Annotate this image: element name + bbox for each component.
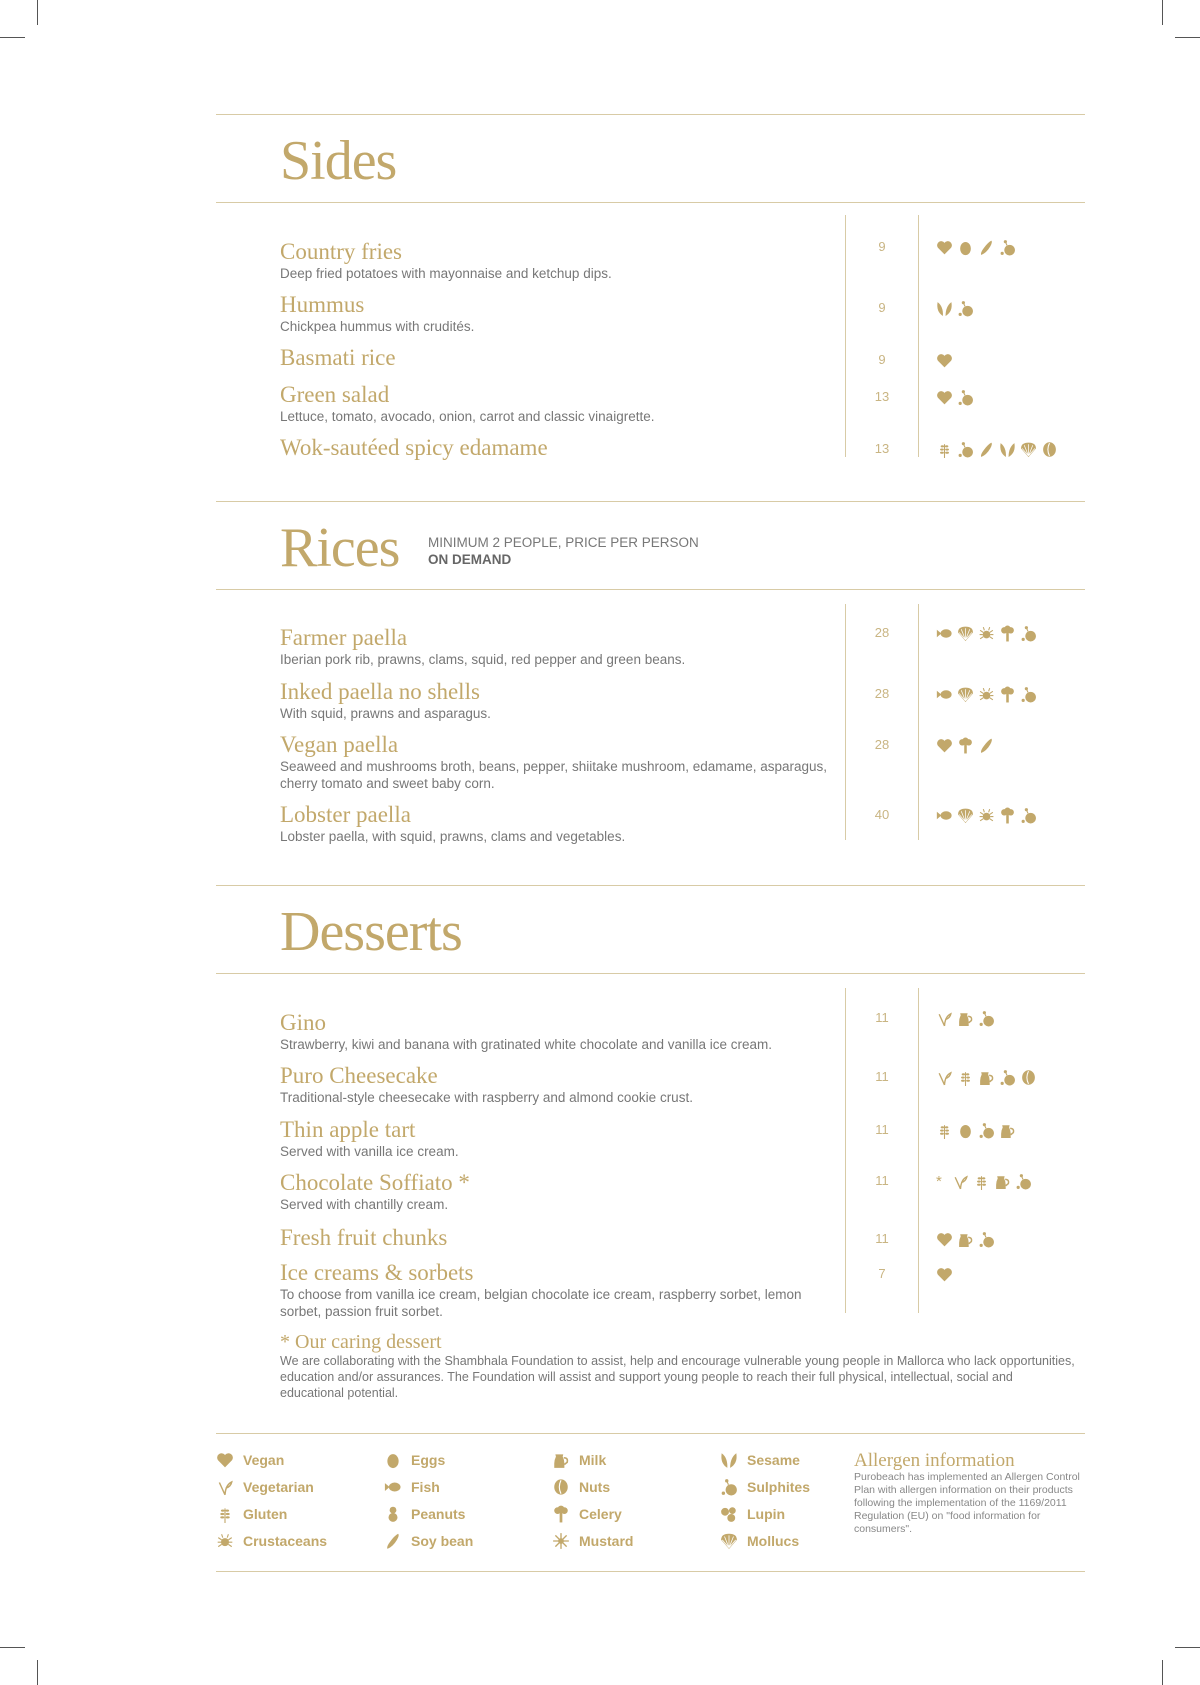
nuts-icon [1020, 1069, 1037, 1086]
legend-label: Milk [579, 1452, 607, 1468]
divider [216, 202, 1085, 203]
legend-label: Vegetarian [243, 1479, 314, 1495]
allergen-icons [936, 239, 1016, 256]
legend-item-vegetarian [216, 1478, 327, 1496]
caring-text: We are collaborating with the Shambhala Foundation to assist, help and encourage vulnerable young people in Mallorca who lack opportunities, education and/or assurances. The Foundation will assist and support young people to reach their full physical, intellectual, social and educational potential. [280, 1354, 1075, 1400]
vegan-icon [936, 239, 953, 256]
eggs-icon [957, 1122, 974, 1139]
mollucs-icon [957, 807, 974, 824]
item-name: Basmati rice [280, 345, 396, 370]
item-name: Thin apple tart [280, 1117, 416, 1142]
eggs-icon [957, 239, 974, 256]
sesame-icon [720, 1451, 738, 1469]
caring-dessert-note [280, 1332, 1080, 1401]
fish-icon [936, 807, 953, 824]
column-divider [918, 988, 919, 1313]
legend-label: Nuts [579, 1479, 611, 1495]
legend-column [720, 1451, 810, 1550]
sesame-icon [936, 300, 953, 317]
soy-icon [978, 441, 995, 458]
caring-asterisk-icon: * [936, 1173, 942, 1190]
soy-icon [384, 1532, 402, 1550]
legend-label: Sesame [747, 1452, 800, 1468]
item-description: Seaweed and mushrooms broth, beans, pepper, shiitake mushroom, edamame, asparagus, cherry tomato and sweet baby corn. [280, 759, 828, 791]
crustaceans-icon [978, 807, 995, 824]
item-description: Strawberry, kiwi and banana with gratinated white chocolate and vanilla ice cream. [280, 1037, 773, 1052]
caring-title: * Our caring dessert [280, 1331, 442, 1353]
divider [216, 114, 1085, 115]
item-description: With squid, prawns and asparagus. [280, 706, 491, 721]
item-name: Fresh fruit chunks [280, 1225, 448, 1250]
menu-item [280, 733, 840, 792]
milk-icon [978, 1069, 995, 1086]
sulphites-icon [978, 1231, 995, 1248]
rices-subtitle-text: MINIMUM 2 PEOPLE, PRICE PER PERSON [428, 535, 699, 550]
item-name: Farmer paella [280, 625, 408, 650]
vegetarian-icon [216, 1478, 234, 1496]
sulphites-icon [1020, 686, 1037, 703]
crop-mark [37, 0, 38, 25]
legend-item-nuts [552, 1478, 633, 1496]
divider [216, 1571, 1085, 1572]
item-price: 40 [874, 807, 890, 822]
item-name: Puro Cheesecake [280, 1063, 438, 1088]
mollucs-icon [1020, 441, 1037, 458]
allergen-icons [936, 389, 974, 406]
soy-icon [978, 737, 995, 754]
celery-icon [999, 686, 1016, 703]
crop-mark [0, 1647, 25, 1648]
legend-item-sulphites [720, 1478, 810, 1496]
menu-item [280, 240, 840, 282]
vegan-icon [216, 1451, 234, 1469]
legend-item-gluten [216, 1505, 327, 1523]
item-price: 9 [878, 352, 886, 367]
allergen-icons [936, 1122, 1016, 1139]
sulphites-icon [957, 389, 974, 406]
item-price: 11 [875, 1010, 889, 1025]
item-name: Lobster paella [280, 802, 411, 827]
fish-icon [936, 625, 953, 642]
column-divider [918, 604, 919, 840]
crustaceans-icon [978, 625, 995, 642]
legend-item-crustaceans [216, 1532, 327, 1550]
fish-icon [384, 1478, 402, 1496]
crop-mark [1175, 1647, 1200, 1648]
mollucs-icon [957, 625, 974, 642]
legend-label: Fish [411, 1479, 440, 1495]
menu-item [280, 1226, 840, 1250]
gluten-icon [216, 1505, 234, 1523]
gluten-icon [936, 1122, 953, 1139]
allergen-icons [936, 807, 1037, 824]
allergen-icons [936, 737, 995, 754]
column-divider [918, 215, 919, 457]
menu-item [280, 1011, 840, 1053]
menu-item [280, 1064, 840, 1106]
rices-subtitle-bold: ON DEMAND [428, 552, 512, 567]
crustaceans-icon [978, 686, 995, 703]
allergen-icons [936, 300, 974, 317]
vegetarian-icon [952, 1173, 969, 1190]
item-name: Country fries [280, 239, 403, 264]
celery-icon [552, 1505, 570, 1523]
item-name: Chocolate Soffiato * [280, 1170, 470, 1195]
item-description: Lobster paella, with squid, prawns, clams and vegetables. [280, 829, 626, 844]
nuts-icon [1041, 441, 1058, 458]
legend-item-milk [552, 1451, 633, 1469]
legend-item-mollucs [720, 1532, 810, 1550]
menu-item [280, 383, 840, 425]
legend-label: Lupin [747, 1506, 786, 1522]
mustard-icon [552, 1532, 570, 1550]
fish-icon [936, 686, 953, 703]
item-name: Inked paella no shells [280, 679, 480, 704]
item-name: Hummus [280, 292, 365, 317]
divider [216, 973, 1085, 974]
sulphites-icon [720, 1478, 738, 1496]
crop-mark [37, 1660, 38, 1685]
celery-icon [999, 807, 1016, 824]
allergen-icons [936, 1173, 1032, 1190]
legend-column [552, 1451, 633, 1550]
allergen-information [854, 1451, 1084, 1536]
menu-item [280, 1171, 840, 1213]
item-description: To choose from vanilla ice cream, belgian chocolate ice cream, raspberry sorbet, lemon sorbet, passion fruit sorbet. [280, 1287, 802, 1319]
legend-label: Vegan [243, 1452, 285, 1468]
item-description: Served with chantilly cream. [280, 1197, 449, 1212]
sulphites-icon [978, 1122, 995, 1139]
legend-column [384, 1451, 473, 1550]
legend-label: Crustaceans [243, 1533, 328, 1549]
milk-icon [994, 1173, 1011, 1190]
menu-item [280, 803, 840, 845]
section-title-rices: Rices [280, 517, 400, 579]
legend-label: Eggs [411, 1452, 446, 1468]
item-description: Lettuce, tomato, avocado, onion, carrot and classic vinaigrette. [280, 409, 655, 424]
item-description: Deep fried potatoes with mayonnaise and ketchup dips. [280, 266, 612, 281]
divider [216, 1433, 1085, 1434]
menu-item [280, 436, 840, 460]
allergen-icons [936, 1069, 1037, 1086]
sulphites-icon [999, 1069, 1016, 1086]
item-name: Gino [280, 1010, 326, 1035]
legend-label: Celery [579, 1506, 622, 1522]
sulphites-icon [957, 441, 974, 458]
item-description: Chickpea hummus with crudités. [280, 319, 475, 334]
vegan-icon [936, 389, 953, 406]
allergen-info-text: Purobeach has implemented an Allergen Control Plan with allergen information on their products following the implementation of the 1169/2011 Regulation (EU) on "food information for consumers". [854, 1471, 1080, 1535]
section-title-desserts: Desserts [280, 901, 462, 963]
legend-label: Mollucs [747, 1533, 800, 1549]
vegan-icon [936, 1266, 953, 1283]
legend-label: Gluten [243, 1506, 288, 1522]
vegetarian-icon [936, 1010, 953, 1027]
allergen-icons [936, 352, 953, 369]
milk-icon [552, 1451, 570, 1469]
crop-mark [1162, 1660, 1163, 1685]
item-price: 28 [874, 686, 890, 701]
celery-icon [999, 625, 1016, 642]
crop-mark [0, 37, 25, 38]
item-name: Wok-sautéed spicy edamame [280, 435, 548, 460]
vegan-icon [936, 737, 953, 754]
item-price: 13 [874, 389, 890, 404]
divider [216, 589, 1085, 590]
milk-icon [957, 1010, 974, 1027]
legend-label: Mustard [579, 1533, 634, 1549]
item-name: Green salad [280, 382, 390, 407]
legend-item-fish [384, 1478, 473, 1496]
allergen-icons [936, 1010, 995, 1027]
gluten-icon [957, 1069, 974, 1086]
divider [216, 501, 1085, 502]
celery-icon [957, 737, 974, 754]
item-price: 13 [874, 441, 890, 456]
sulphites-icon [1020, 807, 1037, 824]
crop-mark [1162, 0, 1163, 25]
legend-item-eggs [384, 1451, 473, 1469]
allergen-icons [936, 686, 1037, 703]
section-title-sides: Sides [280, 130, 397, 192]
sulphites-icon [957, 300, 974, 317]
menu-item [280, 293, 840, 335]
legend-item-vegan [216, 1451, 327, 1469]
legend-item-celery [552, 1505, 633, 1523]
menu-item [280, 680, 840, 722]
allergen-info-title: Allergen information [854, 1450, 1015, 1471]
allergen-icons [936, 1231, 995, 1248]
legend-item-lupin [720, 1505, 810, 1523]
item-price: 9 [878, 239, 886, 254]
column-divider [845, 604, 846, 840]
milk-icon [999, 1122, 1016, 1139]
item-description: Served with vanilla ice cream. [280, 1144, 459, 1159]
eggs-icon [384, 1451, 402, 1469]
sesame-icon [999, 441, 1016, 458]
nuts-icon [552, 1478, 570, 1496]
legend-item-peanuts [384, 1505, 473, 1523]
item-price: 28 [874, 737, 890, 752]
rices-subtitle [428, 534, 699, 568]
allergen-icons [936, 625, 1037, 642]
item-description: Traditional-style cheesecake with raspberry and almond cookie crust. [280, 1090, 693, 1105]
vegetarian-icon [936, 1069, 953, 1086]
item-price: 11 [875, 1122, 889, 1137]
item-price: 9 [878, 300, 886, 315]
vegan-icon [936, 1231, 953, 1248]
menu-item [280, 346, 840, 370]
item-price: 28 [874, 625, 890, 640]
legend-column [216, 1451, 327, 1550]
gluten-icon [936, 441, 953, 458]
gluten-icon [973, 1173, 990, 1190]
peanuts-icon [384, 1505, 402, 1523]
item-price: 11 [875, 1069, 889, 1084]
column-divider [845, 988, 846, 1313]
sulphites-icon [978, 1010, 995, 1027]
milk-icon [957, 1231, 974, 1248]
item-price: 7 [878, 1266, 886, 1281]
menu-item [280, 626, 840, 668]
mollucs-icon [957, 686, 974, 703]
menu-item [280, 1118, 840, 1160]
legend-item-sesame [720, 1451, 810, 1469]
legend-label: Sulphites [747, 1479, 811, 1495]
legend-label: Peanuts [411, 1506, 466, 1522]
mollucs-icon [720, 1532, 738, 1550]
menu-item [280, 1261, 840, 1320]
crustaceans-icon [216, 1532, 234, 1550]
sulphites-icon [999, 239, 1016, 256]
item-name: Vegan paella [280, 732, 399, 757]
divider [216, 885, 1085, 886]
allergen-icons [936, 1266, 953, 1283]
lupin-icon [720, 1505, 738, 1523]
legend-item-mustard [552, 1532, 633, 1550]
column-divider [845, 215, 846, 457]
soy-icon [978, 239, 995, 256]
vegan-icon [936, 352, 953, 369]
legend-label: Soy bean [411, 1533, 474, 1549]
legend-item-soy [384, 1532, 473, 1550]
allergen-icons [936, 441, 1058, 458]
item-description: Iberian pork rib, prawns, clams, squid, red pepper and green beans. [280, 652, 686, 667]
item-price: 11 [875, 1231, 889, 1246]
sulphites-icon [1015, 1173, 1032, 1190]
item-name: Ice creams & sorbets [280, 1260, 474, 1285]
item-price: 11 [875, 1173, 889, 1188]
crop-mark [1175, 37, 1200, 38]
sulphites-icon [1020, 625, 1037, 642]
